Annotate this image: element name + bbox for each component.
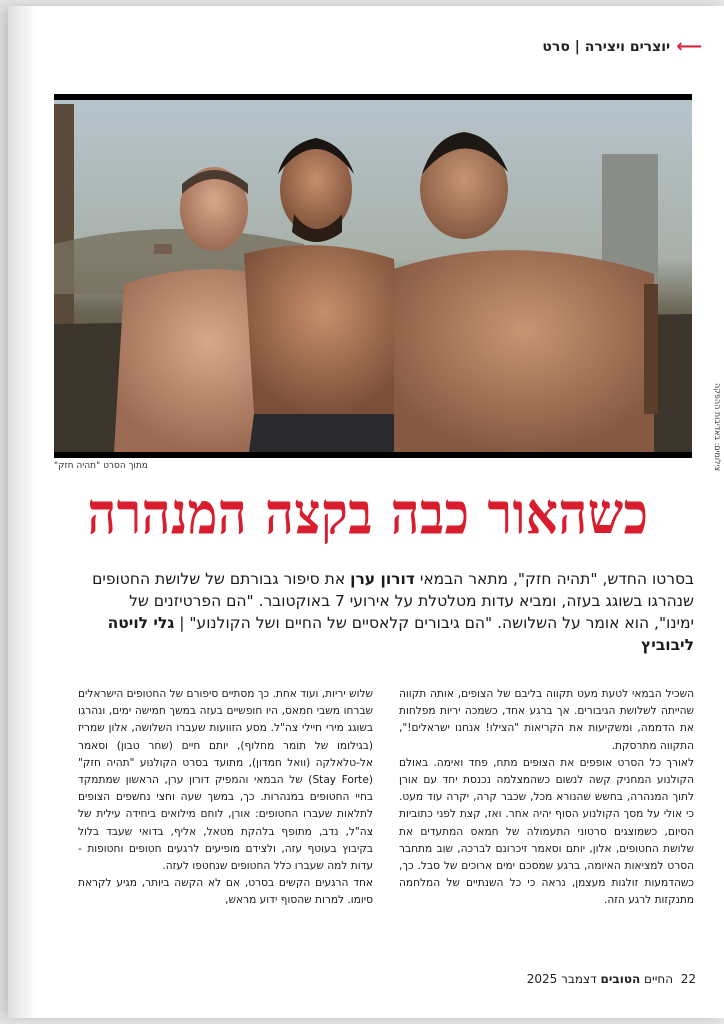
article-lede — [88, 568, 694, 656]
lede-text-2: את סיפור גבורתם של שלושת החטופים שנהרגו בשוגג בעזה, ומביא עדות מטלטלת על אירועי 7 באוקטובר. "הם הפרטיזנים של ימינו", הוא אומר על השלושה. "הם גיבורים קלאסיים של החיים ושל הקולנוע" | — [92, 570, 694, 632]
section-header — [542, 38, 702, 56]
body-paragraph: לאורך כל הסרט אופפים את הצופים מתח, פחד ואימה. באולם הקולנוע המחניק קשה לנשום כשהמצלמה נכנסת יחד עם אורן לתוך המנהרה, בחשש שהנורא מכל, שכבר קרה, יקרה עוד מעט. כי אולי על מסך הקולנוע הסוף יהיה אחר. ואז, קצת לפני כתוביות הסיום, כשמוצגים סרטוני התעמולה של חמאס המתעדים את שלושת החטופים, אלון, יותם וסאמר זיכרונם לברכה, שוב מתחבר הסרט למציאות האיומה, ברגע שמסכם ימים ארוכים של סבל. כך, כשהדמעות זולגות מעצמן, נראה כי כל השנתיים של המלחמה מתנקזות לרגע הזה. — [399, 756, 694, 907]
arrow-left-icon: ⟵ — [676, 36, 702, 57]
magazine-name-bold: הטובים — [600, 972, 641, 986]
lede-text-1: בסרטו החדש, "תהיה חזק", מתאר הבמאי — [414, 570, 694, 588]
hero-photo — [54, 94, 692, 458]
body-column-left — [399, 686, 694, 910]
section-label: יוצרים ויצירה | סרט — [542, 39, 671, 55]
photo-caption: מתוך הסרט "תהיה חזק" — [54, 461, 148, 471]
article-body — [78, 686, 694, 910]
magazine-page — [8, 6, 724, 1018]
film-still-image — [54, 94, 692, 458]
body-paragraph: השכיל הבמאי לטעת מעט תקווה בליבם של הצופים, אותה תקווה שהייתה לשלושת הגיבורים. אך ברגע אחד, כשמכה יריות מפלחות את הדממה, ומשקיעות את הקריאות "הצילו! אנחנו ישראלים!", התקווה מתרסקת. — [399, 688, 694, 752]
body-paragraph: שלוש יריות, ועוד אחת. כך מסתיים סיפורם של החטופים הישראלים שברחו משבי חמאס, היו חופשיים בעזה במשך חמישה ימים, ונהרגו בשוגג מירי חיילי צה"ל. מסע הזוועות שעברו השלושה, אלון שמריז (בגילומו של תומר מחלוף), יותם חיים (שחר טבון) וסאמר אל-טלאלקה (וואל חמדון), מתועד בסרט הקולנוע "תהיה חזק" (Stay Forte) של הבמאי והמפיק דורון ערן, הראשון שמתמקד בחיי החטופים במנהרות. כך, במשך שעה וחצי נחשפים הצופים לתלאות שעברו החטופים: אורן, לוחם מילואים ביחידה עילית של צה"ל, נדב, מתופף בלהקת מטאל, אליף, בדואי שעבד בלול בקיבוץ בעוטף עזה, ולצידם מופיעים לרגעים חטופים וחטופות - עדות למה שעברו כלל החטופים שנחטפו לעזה. — [78, 688, 373, 873]
author-name: גלי לויטה ליבוביץ — [107, 614, 694, 654]
director-name: דורון ערן — [350, 570, 415, 588]
photo-credit: צילומים: באדיבות ההפקה — [713, 382, 722, 471]
article-headline: כשהאור כבה בקצה המנהרה — [87, 479, 649, 548]
page-footer — [527, 972, 696, 986]
page-number: 22 — [680, 972, 696, 986]
body-paragraph: אחד הרגעים הקשים בסרט, אם לא הקשה ביותר, מגיע לקראת סיומו. למרות שהסוף ידוע מראש, — [78, 877, 373, 907]
body-column-right — [78, 686, 373, 910]
magazine-name: החיים — [640, 972, 674, 986]
issue-date: דצמבר 2025 — [526, 972, 601, 986]
